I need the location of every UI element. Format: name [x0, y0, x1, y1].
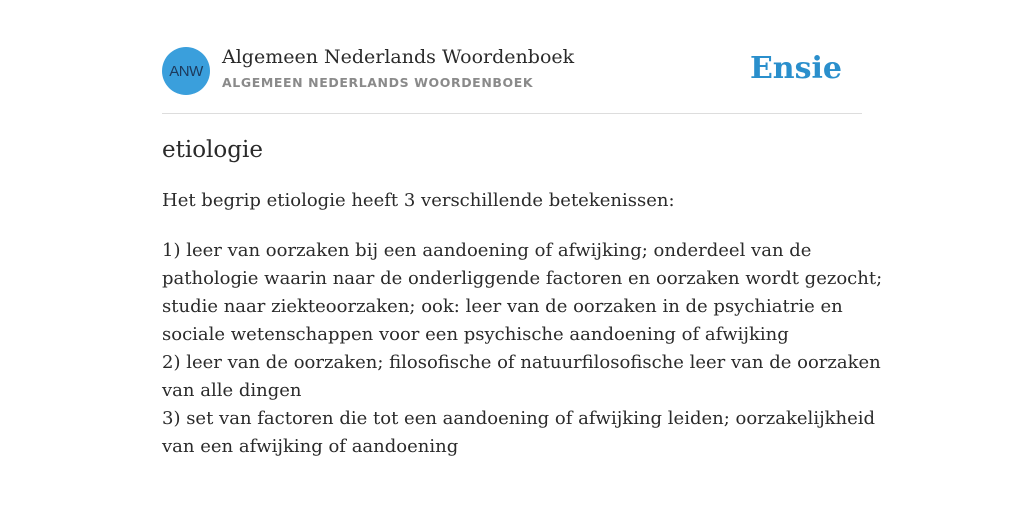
- definition-line: sociale wetenschappen voor een psychische aandoening of afwijking: [162, 324, 789, 345]
- anw-logo[interactable]: [162, 47, 210, 95]
- source-subtitle: ALGEMEEN NEDERLANDS WOORDENBOEK: [222, 75, 534, 90]
- definition-list: [162, 237, 883, 461]
- logo-text: ANW: [169, 62, 203, 80]
- source-title[interactable]: Algemeen Nederlands Woordenboek: [222, 46, 575, 68]
- source-header: [162, 46, 862, 96]
- definition-line: 3) set van factoren die tot een aandoening of afwijking leiden; oorzakelijkheid: [162, 408, 876, 429]
- ensie-brand-logo[interactable]: Ensie: [749, 51, 842, 86]
- definition-line: van een afwijking of aandoening: [162, 436, 459, 457]
- definition-line: van alle dingen: [162, 380, 302, 401]
- definition-line: 1) leer van oorzaken bij een aandoening of afwijking; onderdeel van de: [162, 240, 812, 261]
- definition-line: studie naar ziekteoorzaken; ook: leer van de oorzaken in de psychiatrie en: [162, 296, 843, 317]
- definition-line: 2) leer van de oorzaken; filosofische of natuurfilosofische leer van de oorzaken: [162, 352, 881, 373]
- definition-line: pathologie waarin naar de onderliggende factoren en oorzaken wordt gezocht;: [162, 268, 883, 289]
- header-divider: [162, 113, 862, 114]
- entry-term: etiologie: [162, 137, 263, 163]
- entry-intro: Het begrip etiologie heeft 3 verschillende betekenissen:: [162, 190, 675, 211]
